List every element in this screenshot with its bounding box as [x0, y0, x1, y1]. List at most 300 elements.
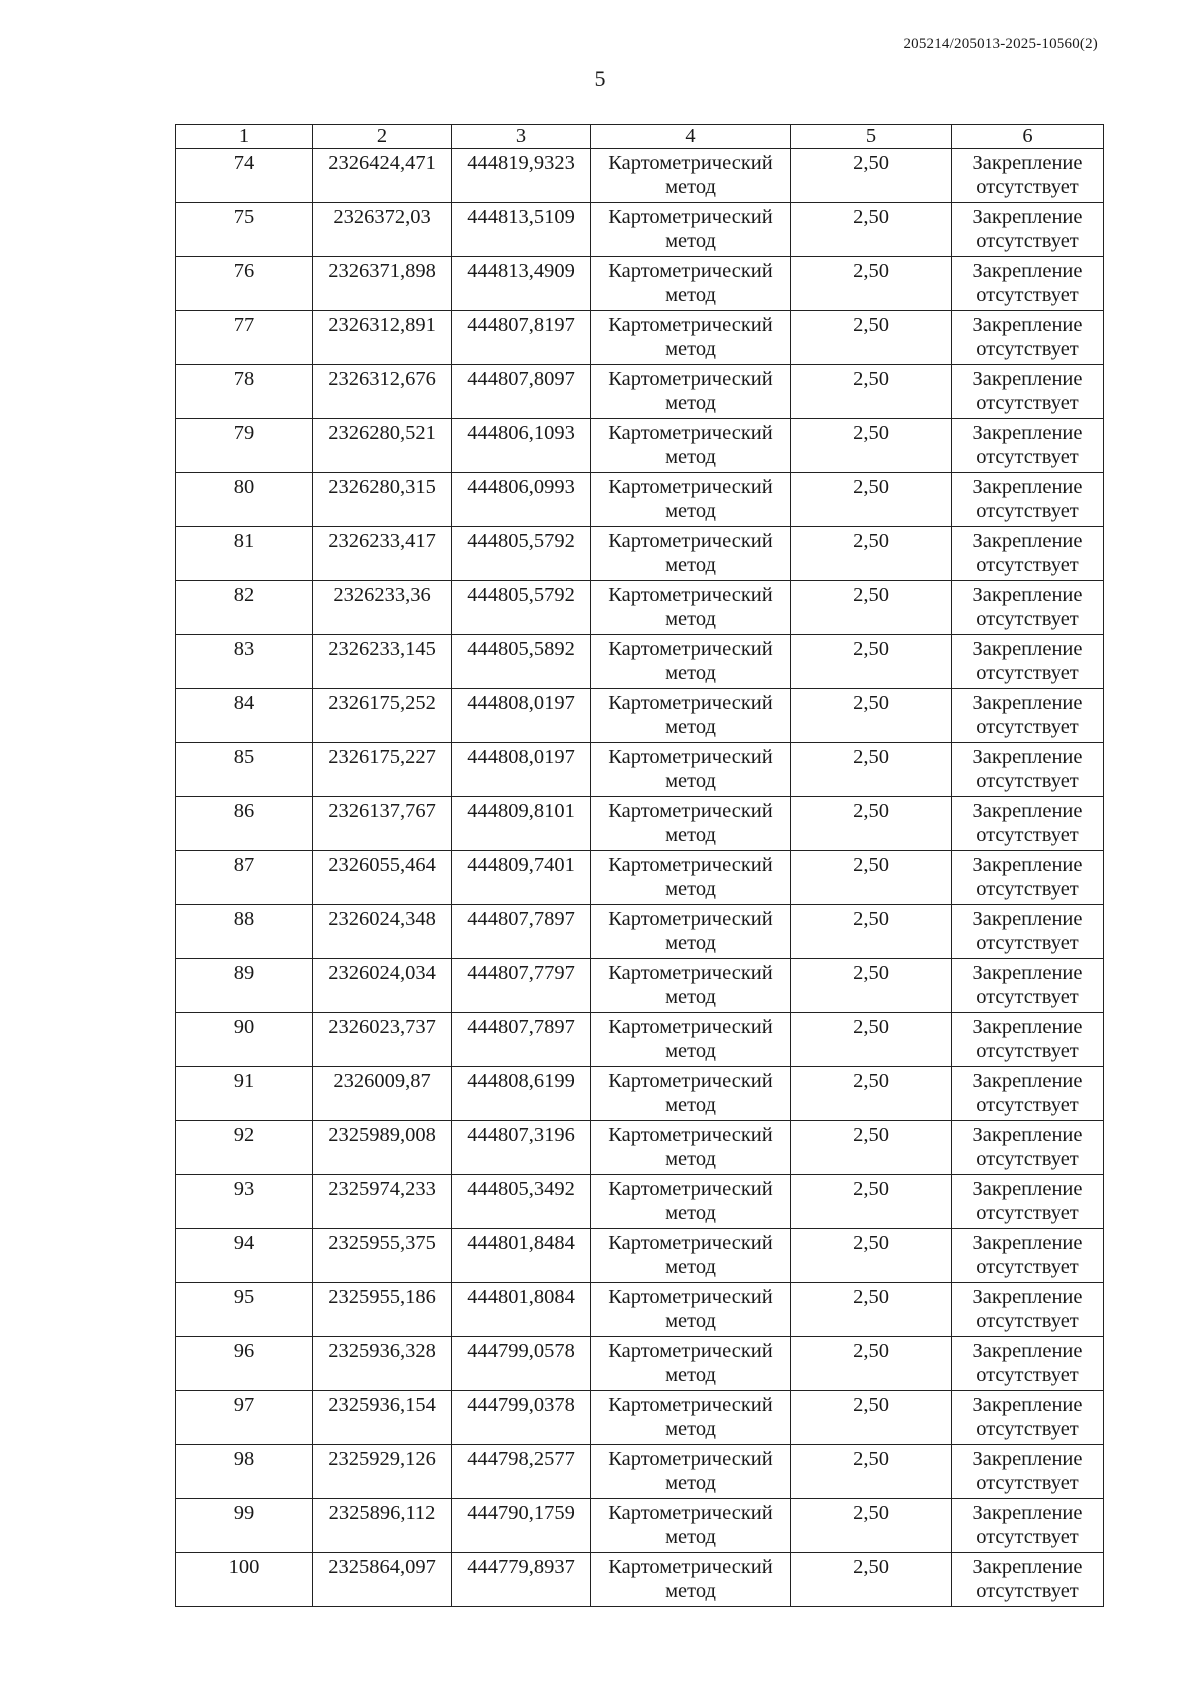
table-row [176, 149, 1104, 203]
method-cell-text: Картометрический [608, 476, 773, 498]
table-row [176, 1445, 1104, 1499]
fixation-cell-text: Закрепление [972, 1016, 1083, 1038]
fixation-cell-text: отсутствует [976, 1310, 1079, 1332]
y-coordinate-cell [452, 851, 591, 905]
accuracy-cell-text: 2,50 [853, 1340, 889, 1362]
y-coordinate-cell [452, 1553, 591, 1607]
method-cell-text: метод [665, 392, 716, 414]
method-cell [591, 1391, 791, 1445]
table-row [176, 257, 1104, 311]
y-coordinate-cell-text: 444790,1759 [467, 1502, 575, 1524]
fixation-cell [952, 365, 1104, 419]
table-row [176, 851, 1104, 905]
y-coordinate-cell-text: 444805,5792 [467, 530, 575, 552]
fixation-cell-text: отсутствует [976, 1094, 1079, 1116]
x-coordinate-cell [313, 905, 452, 959]
table-row [176, 1283, 1104, 1337]
y-coordinate-cell [452, 1445, 591, 1499]
method-cell [591, 1067, 791, 1121]
x-coordinate-cell-text: 2326372,03 [333, 206, 431, 228]
point-number-cell-text: 93 [233, 1178, 255, 1200]
accuracy-cell-text: 2,50 [853, 692, 889, 714]
y-coordinate-cell [452, 1121, 591, 1175]
fixation-cell-text: Закрепление [972, 1340, 1083, 1362]
y-coordinate-cell [452, 743, 591, 797]
accuracy-cell-text: 2,50 [853, 1124, 889, 1146]
fixation-cell [952, 1337, 1104, 1391]
method-cell-text: Картометрический [608, 908, 773, 930]
fixation-cell [952, 257, 1104, 311]
fixation-cell [952, 311, 1104, 365]
method-cell-text: Картометрический [608, 422, 773, 444]
method-cell-text: Картометрический [608, 314, 773, 336]
x-coordinate-cell [313, 1013, 452, 1067]
x-coordinate-cell [313, 1445, 452, 1499]
fixation-cell-text: отсутствует [976, 338, 1079, 360]
y-coordinate-cell [452, 311, 591, 365]
point-number-cell-text: 77 [233, 314, 255, 336]
table-row [176, 1175, 1104, 1229]
method-cell-text: метод [665, 176, 716, 198]
x-coordinate-cell-text: 2326009,87 [333, 1070, 431, 1092]
y-coordinate-cell-text: 444807,3196 [467, 1124, 575, 1146]
table-row [176, 1229, 1104, 1283]
method-cell-text: Картометрический [608, 206, 773, 228]
x-coordinate-cell-text: 2326312,891 [328, 314, 436, 336]
fixation-cell [952, 851, 1104, 905]
accuracy-cell [791, 797, 952, 851]
accuracy-cell-text: 2,50 [853, 1556, 889, 1578]
accuracy-cell [791, 581, 952, 635]
x-coordinate-cell-text: 2325936,328 [328, 1340, 436, 1362]
fixation-cell-text: отсутствует [976, 1472, 1079, 1494]
fixation-cell-text: Закрепление [972, 1556, 1083, 1578]
fixation-cell-text: отсутствует [976, 500, 1079, 522]
y-coordinate-cell [452, 959, 591, 1013]
fixation-cell [952, 1013, 1104, 1067]
table-row [176, 527, 1104, 581]
point-number-cell [176, 365, 313, 419]
fixation-cell-text: Закрепление [972, 206, 1083, 228]
accuracy-cell-text: 2,50 [853, 1394, 889, 1416]
column-header: 3 [452, 125, 591, 149]
fixation-cell [952, 1175, 1104, 1229]
y-coordinate-cell-text: 444801,8484 [467, 1232, 575, 1254]
point-number-cell-text: 75 [233, 206, 255, 228]
x-coordinate-cell [313, 1229, 452, 1283]
point-number-cell-text: 85 [233, 746, 255, 768]
y-coordinate-cell-text: 444808,0197 [467, 692, 575, 714]
table-body [176, 149, 1104, 1607]
method-cell [591, 1013, 791, 1067]
x-coordinate-cell [313, 689, 452, 743]
method-cell [591, 743, 791, 797]
x-coordinate-cell [313, 581, 452, 635]
x-coordinate-cell [313, 365, 452, 419]
accuracy-cell [791, 1013, 952, 1067]
method-cell-text: метод [665, 446, 716, 468]
table-row [176, 1121, 1104, 1175]
y-coordinate-cell-text: 444798,2577 [467, 1448, 575, 1470]
fixation-cell-text: отсутствует [976, 1526, 1079, 1548]
method-cell-text: Картометрический [608, 530, 773, 552]
method-cell-text: Картометрический [608, 854, 773, 876]
y-coordinate-cell-text: 444799,0378 [467, 1394, 575, 1416]
y-coordinate-cell [452, 1337, 591, 1391]
y-coordinate-cell-text: 444807,7797 [467, 962, 575, 984]
accuracy-cell [791, 959, 952, 1013]
point-number-cell-text: 94 [233, 1232, 255, 1254]
y-coordinate-cell-text: 444807,8197 [467, 314, 575, 336]
fixation-cell [952, 1229, 1104, 1283]
point-number-cell [176, 1553, 313, 1607]
x-coordinate-cell [313, 257, 452, 311]
coordinates-table [175, 124, 1104, 1607]
method-cell-text: Картометрический [608, 1340, 773, 1362]
accuracy-cell [791, 203, 952, 257]
accuracy-cell-text: 2,50 [853, 422, 889, 444]
method-cell-text: Картометрический [608, 584, 773, 606]
y-coordinate-cell-text: 444779,8937 [467, 1556, 575, 1578]
y-coordinate-cell [452, 527, 591, 581]
point-number-cell [176, 1121, 313, 1175]
point-number-cell-text: 83 [233, 638, 255, 660]
fixation-cell-text: отсутствует [976, 716, 1079, 738]
fixation-cell [952, 1445, 1104, 1499]
method-cell-text: Картометрический [608, 800, 773, 822]
method-cell-text: метод [665, 662, 716, 684]
x-coordinate-cell-text: 2326175,252 [328, 692, 436, 714]
accuracy-cell-text: 2,50 [853, 1178, 889, 1200]
accuracy-cell [791, 851, 952, 905]
method-cell-text: Картометрический [608, 962, 773, 984]
accuracy-cell-text: 2,50 [853, 530, 889, 552]
fixation-cell [952, 419, 1104, 473]
method-cell-text: метод [665, 608, 716, 630]
accuracy-cell [791, 1553, 952, 1607]
point-number-cell-text: 79 [233, 422, 255, 444]
fixation-cell [952, 1121, 1104, 1175]
point-number-cell [176, 959, 313, 1013]
point-number-cell-text: 100 [228, 1556, 260, 1578]
y-coordinate-cell [452, 1229, 591, 1283]
table-row [176, 797, 1104, 851]
fixation-cell [952, 527, 1104, 581]
point-number-cell [176, 527, 313, 581]
fixation-cell [952, 635, 1104, 689]
page-number: 5 [594, 66, 606, 91]
point-number-cell [176, 743, 313, 797]
x-coordinate-cell-text: 2326371,898 [328, 260, 436, 282]
accuracy-cell-text: 2,50 [853, 314, 889, 336]
accuracy-cell [791, 905, 952, 959]
point-number-cell-text: 81 [233, 530, 255, 552]
y-coordinate-cell-text: 444807,7897 [467, 908, 575, 930]
table-row [176, 1553, 1104, 1607]
y-coordinate-cell [452, 419, 591, 473]
point-number-cell-text: 89 [233, 962, 255, 984]
method-cell [591, 1499, 791, 1553]
method-cell-text: Картометрический [608, 1394, 773, 1416]
x-coordinate-cell-text: 2326233,36 [333, 584, 431, 606]
accuracy-cell [791, 365, 952, 419]
accuracy-cell-text: 2,50 [853, 638, 889, 660]
y-coordinate-cell [452, 257, 591, 311]
column-header: 2 [313, 125, 452, 149]
fixation-cell [952, 1391, 1104, 1445]
accuracy-cell [791, 1121, 952, 1175]
x-coordinate-cell-text: 2326175,227 [328, 746, 436, 768]
table-row [176, 581, 1104, 635]
method-cell-text: Картометрический [608, 368, 773, 390]
x-coordinate-cell [313, 1067, 452, 1121]
fixation-cell-text: отсутствует [976, 986, 1079, 1008]
y-coordinate-cell-text: 444805,5792 [467, 584, 575, 606]
x-coordinate-cell-text: 2326023,737 [328, 1016, 436, 1038]
table-row [176, 1337, 1104, 1391]
point-number-cell-text: 96 [233, 1340, 255, 1362]
table-row [176, 473, 1104, 527]
method-cell-text: метод [665, 1526, 716, 1548]
point-number-cell-text: 87 [233, 854, 255, 876]
point-number-cell-text: 99 [233, 1502, 255, 1524]
y-coordinate-cell-text: 444807,8097 [467, 368, 575, 390]
method-cell-text: метод [665, 1202, 716, 1224]
point-number-cell [176, 1391, 313, 1445]
fixation-cell-text: Закрепление [972, 1232, 1083, 1254]
point-number-cell [176, 203, 313, 257]
x-coordinate-cell-text: 2325955,186 [328, 1286, 436, 1308]
fixation-cell-text: отсутствует [976, 1148, 1079, 1170]
method-cell-text: Картометрический [608, 638, 773, 660]
method-cell-text: метод [665, 770, 716, 792]
accuracy-cell-text: 2,50 [853, 962, 889, 984]
method-cell-text: Картометрический [608, 1016, 773, 1038]
method-cell [591, 149, 791, 203]
method-cell-text: метод [665, 716, 716, 738]
point-number-cell [176, 257, 313, 311]
x-coordinate-cell-text: 2326280,521 [328, 422, 436, 444]
method-cell-text: метод [665, 230, 716, 252]
table-row [176, 1067, 1104, 1121]
point-number-cell [176, 473, 313, 527]
point-number-cell-text: 98 [233, 1448, 255, 1470]
table-row [176, 1391, 1104, 1445]
method-cell-text: метод [665, 1256, 716, 1278]
x-coordinate-cell [313, 959, 452, 1013]
fixation-cell-text: отсутствует [976, 770, 1079, 792]
point-number-cell [176, 1175, 313, 1229]
x-coordinate-cell [313, 1283, 452, 1337]
x-coordinate-cell-text: 2326055,464 [328, 854, 436, 876]
y-coordinate-cell-text: 444807,7897 [467, 1016, 575, 1038]
method-cell [591, 1445, 791, 1499]
document-number: 205214/205013-2025-10560(2) [903, 36, 1098, 52]
x-coordinate-cell [313, 1121, 452, 1175]
x-coordinate-cell [313, 635, 452, 689]
point-number-cell-text: 91 [233, 1070, 255, 1092]
accuracy-cell-text: 2,50 [853, 1232, 889, 1254]
y-coordinate-cell [452, 149, 591, 203]
accuracy-cell-text: 2,50 [853, 908, 889, 930]
fixation-cell [952, 581, 1104, 635]
fixation-cell-text: Закрепление [972, 260, 1083, 282]
method-cell-text: метод [665, 1310, 716, 1332]
fixation-cell [952, 743, 1104, 797]
method-cell [591, 1283, 791, 1337]
method-cell [591, 1553, 791, 1607]
header-row [176, 125, 1104, 149]
fixation-cell-text: отсутствует [976, 446, 1079, 468]
x-coordinate-cell-text: 2326312,676 [328, 368, 436, 390]
x-coordinate-cell-text: 2326233,417 [328, 530, 436, 552]
fixation-cell-text: Закрепление [972, 530, 1083, 552]
method-cell-text: метод [665, 554, 716, 576]
fixation-cell-text: Закрепление [972, 854, 1083, 876]
accuracy-cell-text: 2,50 [853, 1448, 889, 1470]
fixation-cell-text: Закрепление [972, 1286, 1083, 1308]
x-coordinate-cell-text: 2325974,233 [328, 1178, 436, 1200]
method-cell-text: Картометрический [608, 746, 773, 768]
point-number-cell [176, 419, 313, 473]
x-coordinate-cell-text: 2325929,126 [328, 1448, 436, 1470]
x-coordinate-cell-text: 2325989,008 [328, 1124, 436, 1146]
method-cell-text: метод [665, 986, 716, 1008]
method-cell [591, 581, 791, 635]
accuracy-cell [791, 635, 952, 689]
x-coordinate-cell-text: 2325955,375 [328, 1232, 436, 1254]
point-number-cell [176, 797, 313, 851]
method-cell-text: метод [665, 500, 716, 522]
point-number-cell-text: 88 [233, 908, 255, 930]
accuracy-cell-text: 2,50 [853, 260, 889, 282]
fixation-cell-text: отсутствует [976, 1418, 1079, 1440]
point-number-cell [176, 1499, 313, 1553]
point-number-cell [176, 1067, 313, 1121]
accuracy-cell-text: 2,50 [853, 1286, 889, 1308]
point-number-cell [176, 1283, 313, 1337]
method-cell-text: метод [665, 1472, 716, 1494]
method-cell [591, 905, 791, 959]
x-coordinate-cell [313, 1553, 452, 1607]
point-number-cell-text: 84 [233, 692, 255, 714]
point-number-cell [176, 311, 313, 365]
table-row [176, 905, 1104, 959]
method-cell-text: Картометрический [608, 692, 773, 714]
fixation-cell [952, 1553, 1104, 1607]
y-coordinate-cell-text: 444809,7401 [467, 854, 575, 876]
x-coordinate-cell [313, 743, 452, 797]
method-cell [591, 1175, 791, 1229]
accuracy-cell [791, 1175, 952, 1229]
x-coordinate-cell-text: 2325896,112 [328, 1502, 436, 1524]
y-coordinate-cell [452, 365, 591, 419]
y-coordinate-cell-text: 444801,8084 [467, 1286, 575, 1308]
x-coordinate-cell-text: 2326024,348 [328, 908, 436, 930]
method-cell [591, 1121, 791, 1175]
method-cell-text: метод [665, 878, 716, 900]
method-cell [591, 851, 791, 905]
method-cell [591, 203, 791, 257]
y-coordinate-cell-text: 444813,5109 [467, 206, 575, 228]
accuracy-cell-text: 2,50 [853, 800, 889, 822]
accuracy-cell [791, 1337, 952, 1391]
point-number-cell-text: 76 [233, 260, 255, 282]
method-cell-text: метод [665, 1580, 716, 1602]
method-cell-text: Картометрический [608, 152, 773, 174]
fixation-cell-text: Закрепление [972, 1178, 1083, 1200]
method-cell-text: метод [665, 1364, 716, 1386]
table-row [176, 689, 1104, 743]
point-number-cell [176, 1013, 313, 1067]
y-coordinate-cell-text: 444813,4909 [467, 260, 575, 282]
column-header: 6 [952, 125, 1104, 149]
fixation-cell-text: Закрепление [972, 638, 1083, 660]
method-cell [591, 419, 791, 473]
accuracy-cell [791, 149, 952, 203]
fixation-cell-text: отсутствует [976, 1364, 1079, 1386]
fixation-cell-text: отсутствует [976, 1040, 1079, 1062]
accuracy-cell-text: 2,50 [853, 746, 889, 768]
fixation-cell-text: Закрепление [972, 800, 1083, 822]
accuracy-cell [791, 311, 952, 365]
x-coordinate-cell [313, 473, 452, 527]
fixation-cell-text: отсутствует [976, 392, 1079, 414]
y-coordinate-cell [452, 203, 591, 257]
point-number-cell-text: 97 [233, 1394, 255, 1416]
y-coordinate-cell-text: 444805,5892 [467, 638, 575, 660]
table-row [176, 1013, 1104, 1067]
method-cell [591, 365, 791, 419]
fixation-cell-text: отсутствует [976, 824, 1079, 846]
fixation-cell [952, 1283, 1104, 1337]
method-cell-text: метод [665, 1148, 716, 1170]
accuracy-cell [791, 473, 952, 527]
x-coordinate-cell-text: 2326280,315 [328, 476, 436, 498]
accuracy-cell-text: 2,50 [853, 206, 889, 228]
fixation-cell [952, 905, 1104, 959]
method-cell [591, 473, 791, 527]
fixation-cell-text: отсутствует [976, 284, 1079, 306]
point-number-cell [176, 851, 313, 905]
x-coordinate-cell-text: 2326137,767 [328, 800, 436, 822]
y-coordinate-cell-text: 444808,6199 [467, 1070, 575, 1092]
fixation-cell [952, 203, 1104, 257]
fixation-cell-text: Закрепление [972, 1124, 1083, 1146]
column-header: 4 [591, 125, 791, 149]
method-cell-text: Картометрический [608, 1070, 773, 1092]
method-cell [591, 797, 791, 851]
method-cell-text: Картометрический [608, 1286, 773, 1308]
x-coordinate-cell [313, 1499, 452, 1553]
fixation-cell-text: Закрепление [972, 476, 1083, 498]
fixation-cell-text: Закрепление [972, 962, 1083, 984]
point-number-cell-text: 95 [233, 1286, 255, 1308]
table-header [176, 125, 1104, 149]
method-cell-text: Картометрический [608, 260, 773, 282]
table-row [176, 959, 1104, 1013]
fixation-cell-text: Закрепление [972, 692, 1083, 714]
method-cell [591, 1337, 791, 1391]
table-row [176, 203, 1104, 257]
x-coordinate-cell-text: 2325936,154 [328, 1394, 436, 1416]
accuracy-cell [791, 1445, 952, 1499]
y-coordinate-cell [452, 1067, 591, 1121]
y-coordinate-cell [452, 1391, 591, 1445]
method-cell-text: метод [665, 1094, 716, 1116]
method-cell-text: метод [665, 1040, 716, 1062]
fixation-cell [952, 1499, 1104, 1553]
